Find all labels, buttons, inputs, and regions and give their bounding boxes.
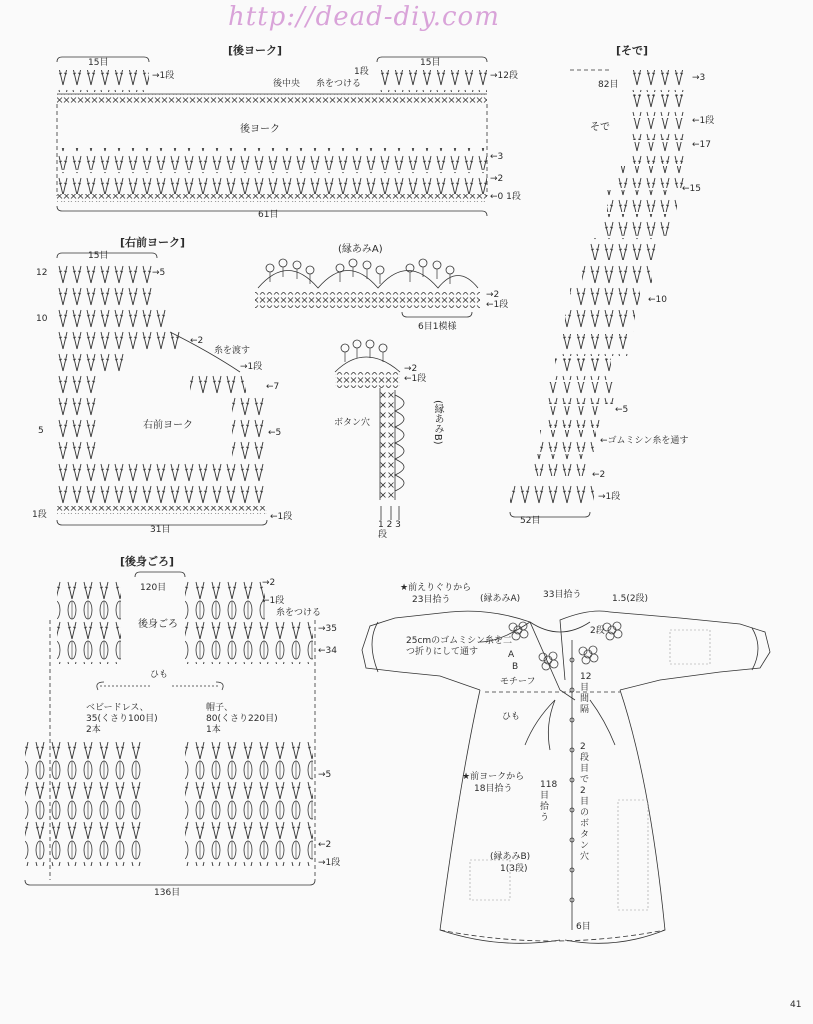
back-yoke-attach-yarn: 糸をつける bbox=[316, 79, 362, 89]
dress-front-neck-pick: 23目拾う bbox=[412, 595, 451, 605]
rfy-row5-top: →5 bbox=[152, 268, 166, 278]
sleeve-row15: ←15 bbox=[682, 184, 701, 194]
sleeve-title: [そで] bbox=[616, 44, 649, 57]
dress-row6: 6目 bbox=[576, 922, 591, 932]
sleeve-name: そで bbox=[590, 122, 610, 133]
rfy-row7: ←7 bbox=[266, 382, 280, 392]
edging-a-chart bbox=[255, 259, 480, 317]
dress-pick33: 33目拾う bbox=[543, 590, 582, 600]
bb-attach-yarn: 糸をつける bbox=[276, 608, 322, 618]
back-yoke-name: 後ヨーク bbox=[240, 124, 280, 135]
sleeve-chart bbox=[510, 70, 688, 517]
dress-label-a: A bbox=[508, 650, 515, 660]
dress-front-neck: ★前えりぐりから bbox=[400, 583, 472, 593]
dress-row2: 2段 bbox=[590, 626, 605, 636]
edging-a-repeat: 6目1模様 bbox=[418, 322, 457, 332]
rfy-row1: →1段 bbox=[240, 362, 263, 372]
back-yoke-row12: →12段 bbox=[490, 71, 518, 81]
edging-b-title: (縁あみB) bbox=[432, 400, 443, 445]
sleeve-elastic-note: ←ゴムミシン糸を通す bbox=[600, 436, 689, 446]
rfy-row1-left: 1段 bbox=[32, 510, 47, 520]
sleeve-top-count: 82目 bbox=[598, 80, 619, 90]
back-yoke-row1: ←0 1段 bbox=[490, 192, 521, 202]
bb-row34: ←34 bbox=[318, 646, 337, 656]
watermark: http://dead-diy.com bbox=[228, 2, 500, 32]
bb-row2b: ←2 bbox=[318, 840, 332, 850]
back-yoke-chart bbox=[57, 57, 487, 216]
page-number: 41 bbox=[790, 1000, 802, 1010]
bb-bottom-count: 136目 bbox=[154, 888, 181, 898]
bb-top-count: 120目 bbox=[140, 583, 167, 593]
sleeve-row17: ←17 bbox=[692, 140, 711, 150]
bb-baby-dress-chain: 35(くさり100目) bbox=[86, 714, 158, 724]
back-yoke-row1-left: →1段 bbox=[152, 71, 175, 81]
rfy-row10: 10 bbox=[36, 314, 48, 324]
dress-motif: モチーフ bbox=[500, 677, 536, 687]
bb-string-label: ひも bbox=[150, 670, 169, 680]
rfy-row5-right: ←5 bbox=[268, 428, 282, 438]
right-front-yoke-title: [右前ヨーク] bbox=[120, 236, 186, 249]
bb-row35: →35 bbox=[318, 624, 337, 634]
rfy-pass-yarn: 糸を渡す bbox=[214, 346, 251, 356]
bb-hat-chain: 80(くさり220目) bbox=[206, 714, 278, 724]
rfy-bottom-count: 31目 bbox=[150, 525, 171, 535]
edging-b-buttonhole: ボタン穴 bbox=[334, 418, 371, 428]
edging-b-chart bbox=[335, 340, 404, 520]
sleeve-row10: ←10 bbox=[648, 295, 667, 305]
dress-edging-a: (縁あみA) bbox=[480, 594, 521, 604]
sleeve-bottom-count: 52目 bbox=[520, 516, 541, 526]
dress-buttonhole: 2段目で2目のボタン穴 bbox=[580, 742, 590, 862]
dress-front-yoke-pick: 18目拾う bbox=[474, 784, 513, 794]
back-yoke-title: [後ヨーク] bbox=[228, 44, 283, 57]
dress-pick118: 118目拾う bbox=[540, 780, 558, 823]
dress-label-b: B bbox=[512, 662, 519, 672]
sleeve-row2: ←2 bbox=[592, 470, 606, 480]
edging-b-row-unit: 段 bbox=[378, 530, 388, 540]
dress-string: ひも bbox=[502, 712, 521, 722]
edging-a-row2: →2 bbox=[486, 290, 500, 300]
bb-row2: →2 bbox=[262, 578, 276, 588]
bb-name: 後身ごろ bbox=[138, 619, 178, 630]
bb-row1b: →1段 bbox=[318, 858, 341, 868]
dress-rows: 1.5(2段) bbox=[612, 594, 649, 604]
dress-front-yoke: ★前ヨークから bbox=[462, 772, 525, 782]
bb-row1: ←1段 bbox=[262, 596, 285, 606]
back-yoke-row3: ←3 bbox=[490, 152, 504, 162]
bb-row5: →5 bbox=[318, 770, 332, 780]
dress-edging-b: (縁あみB) bbox=[490, 852, 531, 862]
edging-b-row2: →2 bbox=[404, 364, 418, 374]
edging-b-row-labels: 1 2 3 bbox=[378, 520, 401, 530]
back-yoke-right-count: 15目 bbox=[420, 58, 441, 68]
rfy-top-count: 15目 bbox=[88, 251, 109, 261]
back-yoke-row2: →2 bbox=[490, 174, 504, 184]
sleeve-row1: ←1段 bbox=[692, 116, 715, 126]
rfy-row2: ←2 bbox=[190, 336, 204, 346]
sleeve-row5: ←5 bbox=[615, 405, 629, 415]
sleeve-row1b: →1段 bbox=[598, 492, 621, 502]
rfy-name: 右前ヨーク bbox=[143, 420, 193, 431]
dress-spacing: 12目間隔 bbox=[580, 672, 592, 715]
dress-edging-b-rows: 1(3段) bbox=[500, 864, 528, 874]
rfy-row1-right: ←1段 bbox=[270, 512, 293, 522]
bb-baby-dress: ベビードレス、 bbox=[86, 703, 149, 713]
back-body-title: [後身ごろ] bbox=[120, 555, 175, 568]
back-yoke-attach-row: 1段 bbox=[354, 67, 369, 77]
sleeve-row3: →3 bbox=[692, 73, 706, 83]
edging-a-row1: ←1段 bbox=[486, 300, 509, 310]
edging-b-row1: ←1段 bbox=[404, 374, 427, 384]
back-yoke-bottom-count: 61目 bbox=[258, 210, 279, 220]
dress-illustration bbox=[362, 611, 770, 943]
dress-elastic: 25cmのゴムミシン糸を二つ折りにして通す bbox=[406, 636, 512, 657]
rfy-row12: 12 bbox=[36, 268, 48, 278]
bb-hat: 帽子、 bbox=[206, 703, 234, 713]
rfy-row5-left: 5 bbox=[38, 426, 44, 436]
back-yoke-center-back: 後中央 bbox=[273, 79, 301, 89]
back-yoke-left-count: 15目 bbox=[88, 58, 109, 68]
bb-hat-qty: 1本 bbox=[206, 725, 221, 735]
edging-a-title: (縁あみA) bbox=[338, 244, 383, 255]
right-front-yoke-chart bbox=[57, 253, 267, 525]
bb-baby-dress-qty: 2本 bbox=[86, 725, 101, 735]
